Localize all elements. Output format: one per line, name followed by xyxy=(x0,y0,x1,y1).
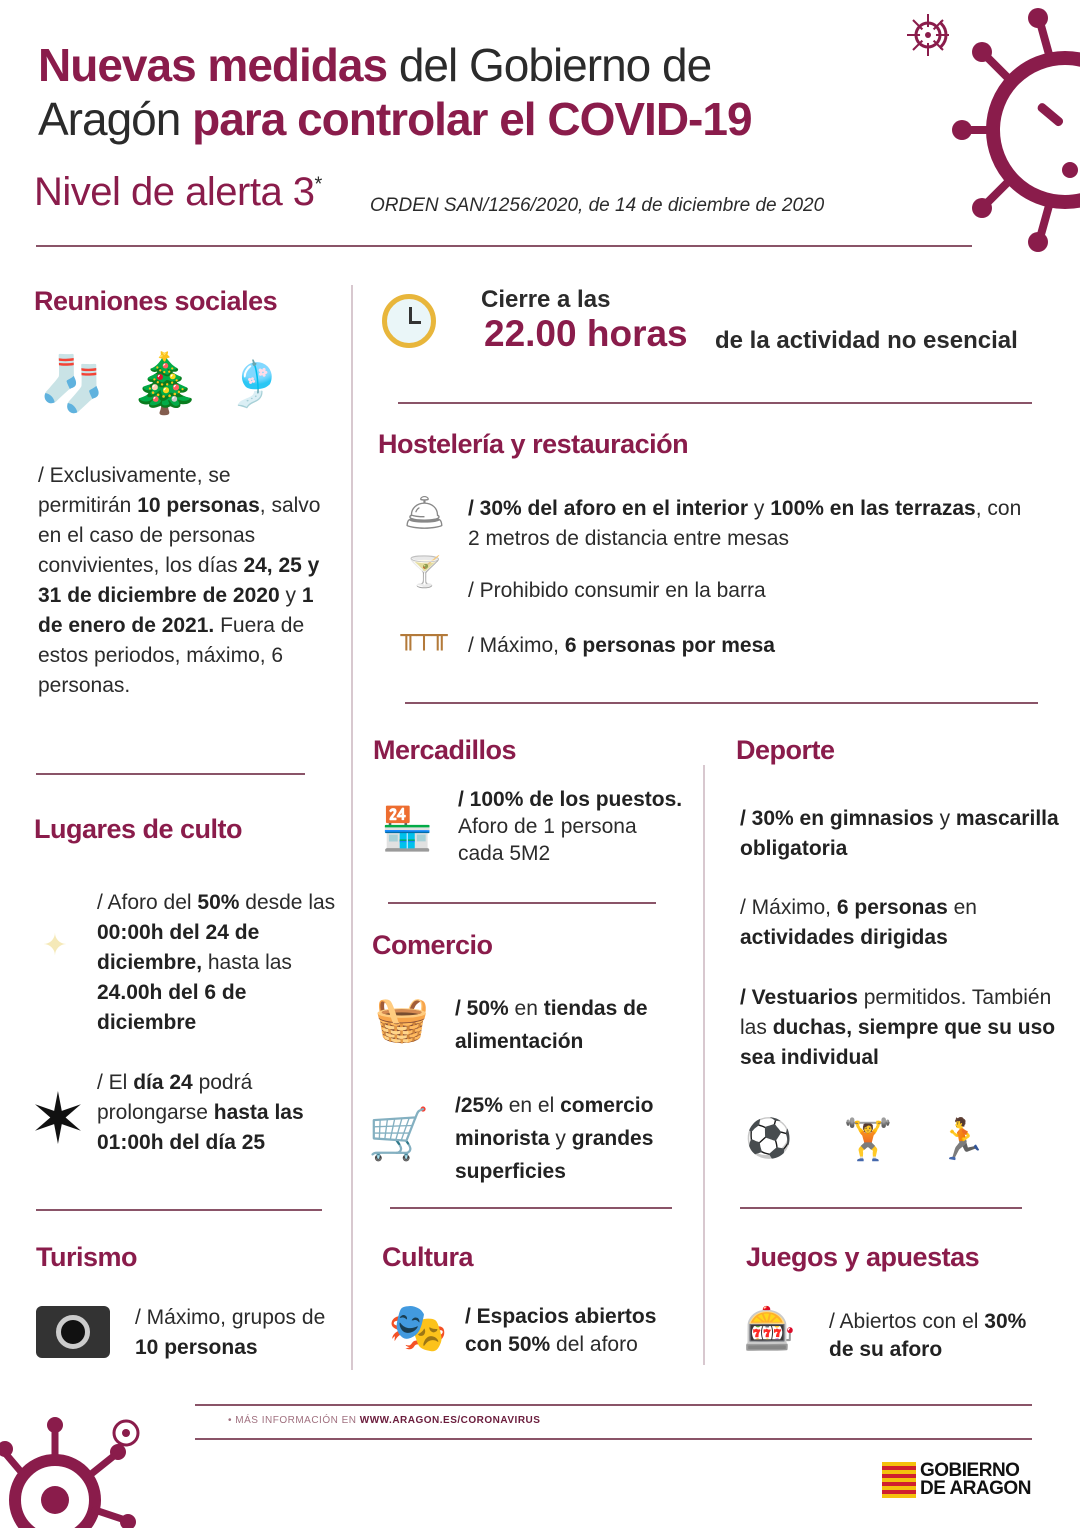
title-text: del Gobierno de xyxy=(387,39,712,91)
casino-chips-icon: 🎰 xyxy=(743,1304,797,1352)
bold-text: 10 personas xyxy=(137,494,260,517)
bold-text: día 24 xyxy=(133,1071,193,1094)
section-divider xyxy=(740,1207,1022,1209)
closing-label: Cierre a las xyxy=(481,286,611,313)
hosteleria-item-2 xyxy=(468,576,1028,606)
bold-text: 10 personas xyxy=(135,1336,258,1359)
ornaments-icon: 🎐 xyxy=(227,360,283,409)
text-segment: y xyxy=(549,1127,572,1150)
section-divider xyxy=(390,1207,672,1209)
deporte-item-1 xyxy=(740,804,1060,864)
more-info: • MÁS INFORMACIÓN EN WWW.ARAGON.ES/CORONAVIRUS xyxy=(228,1415,541,1426)
table-chairs-icon: ╥┬╥ xyxy=(400,621,448,651)
text-segment: y xyxy=(279,584,302,607)
text-segment: / Abiertos con el xyxy=(829,1310,985,1333)
closing-description: de la actividad no esencial xyxy=(715,327,1018,354)
weightlifter-icon: 🏋 xyxy=(843,1118,893,1162)
text-segment: / Máximo, grupos de xyxy=(135,1306,326,1329)
bold-text: 24.00h del 6 de diciembre xyxy=(97,981,247,1034)
gobierno-aragon-logo xyxy=(882,1462,1031,1498)
logo-line-1: GOBIERNO xyxy=(920,1460,1020,1481)
text-segment: / Exclusivamente, se permitirán xyxy=(38,464,231,517)
bold-text: tiendas de alimentación xyxy=(455,997,648,1053)
section-divider xyxy=(388,902,656,904)
title-highlight: para controlar el COVID-19 xyxy=(192,93,752,145)
bold-text: actividades dirigidas xyxy=(740,926,948,949)
reuniones-text xyxy=(38,461,323,701)
title-text: Aragón xyxy=(38,93,193,145)
bold-text: / Vestuarios xyxy=(740,986,858,1009)
bold-text: 30% de su aforo xyxy=(829,1310,1027,1361)
bold-text: / 50% xyxy=(455,997,509,1020)
bold-text: / 100% de los puestos. xyxy=(458,788,683,811)
more-info-link[interactable]: WWW.ARAGON.ES/CORONAVIRUS xyxy=(359,1415,541,1426)
text-segment: hasta las xyxy=(202,951,292,974)
cultura-text xyxy=(465,1303,695,1359)
bold-text: 6 personas xyxy=(836,896,948,919)
text-segment: podrá prolongarse xyxy=(97,1071,253,1124)
section-divider xyxy=(36,773,305,775)
virus-illustration-top-right xyxy=(940,0,1080,260)
text-segment: / Máximo, xyxy=(740,896,837,919)
deporte-item-2 xyxy=(740,893,1060,953)
section-heading-culto: Lugares de culto xyxy=(34,814,243,844)
turismo-text xyxy=(135,1303,335,1363)
section-heading-mercadillos: Mercadillos xyxy=(373,735,517,765)
section-heading-deporte: Deporte xyxy=(736,735,835,765)
aragon-flag-icon xyxy=(882,1462,916,1498)
virus-illustration-bottom-left xyxy=(0,1405,160,1528)
star-icon: ✶ xyxy=(28,1080,88,1158)
section-divider xyxy=(36,1209,322,1211)
section-heading-cultura: Cultura xyxy=(382,1242,473,1272)
text-segment: permitidos. También las xyxy=(740,986,1052,1039)
section-heading-turismo: Turismo xyxy=(36,1242,138,1272)
section-divider xyxy=(398,402,1032,404)
bold-text: duchas, siempre que su uso sea individual xyxy=(740,1016,1056,1069)
column-divider xyxy=(351,285,353,1370)
grocery-basket-icon: 🧺 xyxy=(374,995,430,1044)
bold-text: / 30% en gimnasios xyxy=(740,807,934,830)
soccer-ball-icon: ⚽ xyxy=(745,1118,793,1160)
christmas-stocking-icon: 🧦 xyxy=(38,354,107,414)
text-segment: / El xyxy=(97,1071,134,1094)
text-segment: Aforo de 1 persona cada 5M2 xyxy=(458,815,637,865)
juegos-text xyxy=(829,1308,1029,1364)
bold-text: / Espacios abiertos con 50% xyxy=(465,1305,657,1356)
bold-text: 00:00h del 24 de diciembre, xyxy=(97,921,260,974)
more-info-prefix: MÁS INFORMACIÓN EN xyxy=(235,1415,360,1426)
footer-divider xyxy=(195,1438,1032,1440)
section-heading-hosteleria: Hostelería y restauración xyxy=(378,429,689,459)
section-divider xyxy=(405,702,1038,704)
text-segment: / Máximo, xyxy=(468,634,565,657)
header-divider xyxy=(36,245,972,247)
text-segment: y xyxy=(748,497,771,520)
bold-text: mascarilla obligatoria xyxy=(740,807,1059,860)
page-title xyxy=(38,38,918,146)
text-segment: Fuera de estos periodos, máximo, 6 personas. xyxy=(38,614,305,697)
bold-text: /25% xyxy=(455,1094,503,1117)
column-divider xyxy=(703,765,705,1365)
text-segment: del aforo xyxy=(550,1333,638,1356)
logo-line-2: DE ARAGON xyxy=(920,1478,1031,1499)
market-stall-icon: 🏪 xyxy=(381,804,434,852)
text-segment: en xyxy=(508,997,544,1020)
title-highlight: Nuevas medidas xyxy=(38,39,388,91)
culto-item-1 xyxy=(97,888,347,1038)
bold-text: 1 de enero de 2021. xyxy=(38,584,314,637)
section-heading-juegos: Juegos y apuestas xyxy=(746,1242,980,1272)
culto-item-2 xyxy=(97,1068,342,1158)
order-reference: ORDEN SAN/1256/2020, de 14 de diciembre de 2020 xyxy=(370,195,825,216)
bold-text: / 30% del aforo en el interior xyxy=(468,497,749,520)
camera-icon xyxy=(36,1306,110,1358)
serving-dish-icon: 🛎 xyxy=(402,493,447,532)
text-segment: en xyxy=(947,896,977,919)
closing-time: 22.00 horas xyxy=(484,313,688,354)
section-heading-reuniones: Reuniones sociales xyxy=(34,286,278,316)
footer-divider xyxy=(195,1404,1032,1406)
shopping-cart-icon: 🛒 xyxy=(367,1105,431,1162)
bold-text: 100% en las terrazas xyxy=(770,497,976,520)
text-segment: , salvo en el caso de personas convivientes, los días xyxy=(38,494,321,577)
cocktail-icon: 🍸 xyxy=(406,556,444,589)
mercadillos-text xyxy=(458,786,683,867)
section-heading-comercio: Comercio xyxy=(372,930,493,960)
bold-text: 6 personas por mesa xyxy=(564,634,775,657)
comercio-item-1 xyxy=(455,992,695,1058)
text-segment: desde las xyxy=(239,891,336,914)
text-segment: y xyxy=(933,807,956,830)
sparkle-icon: ✦ xyxy=(42,928,68,962)
text-segment: en el xyxy=(502,1094,561,1117)
bold-text: hasta las 01:00h del día 25 xyxy=(97,1101,304,1154)
christmas-tree-icon: 🎄 xyxy=(128,351,202,416)
text-segment: / Aforo del xyxy=(97,891,198,914)
alert-level-text: Nivel de alerta 3 xyxy=(34,170,315,214)
alert-asterisk: * xyxy=(314,173,322,196)
hosteleria-item-1 xyxy=(468,494,1038,554)
bold-text: 50% xyxy=(197,891,240,914)
text-segment: / Prohibido consumir en la barra xyxy=(468,579,766,602)
alarm-clock-icon xyxy=(378,283,440,358)
hosteleria-item-3 xyxy=(468,631,1028,661)
text-segment: , con 2 metros de distancia entre mesas xyxy=(468,497,1022,550)
comercio-item-2 xyxy=(455,1089,700,1188)
bold-text: grandes superficies xyxy=(455,1127,654,1183)
alert-level xyxy=(34,170,322,215)
runner-icon: 🏃 xyxy=(937,1117,987,1162)
bold-text: 24, 25 y 31 de diciembre de 2020 xyxy=(38,554,320,607)
theater-masks-icon: 🎭 xyxy=(388,1301,448,1355)
bold-text: comercio minorista xyxy=(455,1094,654,1150)
deporte-item-3 xyxy=(740,983,1065,1073)
